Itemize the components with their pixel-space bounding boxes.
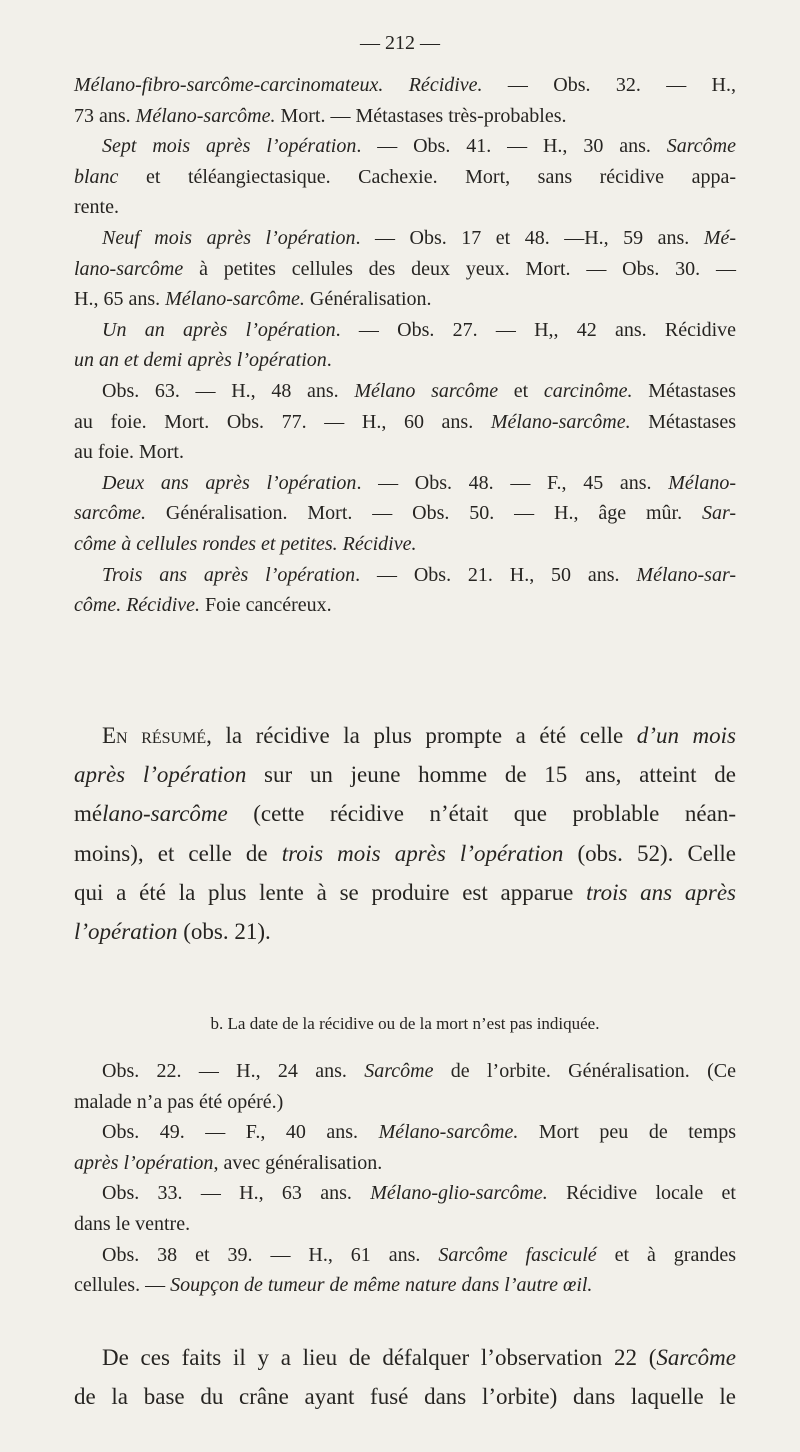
text-line: sarcôme. Généralisation. Mort. — Obs. 50. — H., âge mûr. Sar- — [74, 502, 736, 525]
text-line: Trois ans après l’opération. — Obs. 21. H., 50 ans. Mélano-sar- — [102, 563, 736, 586]
text-line: rente. — [74, 196, 119, 219]
text-line: mélano-sarcôme (cette récidive n’était que problable néan- — [74, 801, 736, 827]
text-line: de la base du crâne ayant fusé dans l’orbite) dans laquelle le — [74, 1384, 736, 1410]
text-line: cellules. — Soupçon de tumeur de même nature dans l’autre œil. — [74, 1274, 593, 1297]
text-line: qui a été la plus lente à se produire est apparue trois ans après — [74, 879, 736, 905]
entry-neuf-mois — [74, 223, 736, 315]
text-line: Deux ans après l’opération. — Obs. 48. — F., 45 ans. Mélano- — [102, 471, 736, 494]
entry-sept-mois — [74, 131, 736, 223]
entries-list — [74, 70, 736, 621]
entry-obs-63 — [74, 376, 736, 468]
page-number: — 212 — — [360, 32, 440, 54]
text-line: l’opération (obs. 21). — [74, 919, 271, 945]
text-line: au foie. Mort. Obs. 77. — H., 60 ans. Mélano-sarcôme. Métastases — [74, 410, 736, 433]
text-line-content: la récidive la plus prompte a été celle d’un mois — [225, 723, 736, 748]
text-line: Neuf mois après l’opération. — Obs. 17 et 48. —H., 59 ans. Mé- — [102, 226, 737, 249]
text-line: côme. Récidive. Foie cancéreux. — [74, 594, 332, 617]
text-line: Obs. 49. — F., 40 ans. Mélano-sarcôme. Mort peu de temps — [102, 1121, 736, 1144]
text-line: côme à cellules rondes et petites. Récidive. — [74, 532, 417, 555]
text-line: lano-sarcôme à petites cellules des deux yeux. Mort. — Obs. 30. — — [74, 257, 736, 280]
entries-b-list — [74, 1056, 736, 1301]
text-line: H., 65 ans. Mélano-sarcôme. Généralisation. — [74, 288, 432, 311]
text-line: Mélano-fibro-sarcôme-carcinomateux. Récidive. — Obs. 32. — H., — [74, 74, 737, 96]
text-line: Obs. 22. — H., 24 ans. Sarcôme de l’orbite. Généralisation. (Ce — [102, 1060, 736, 1082]
text-line: Sept mois après l’opération. — Obs. 41. — H., 30 ans. Sarcôme — [102, 135, 736, 158]
summary-lead: En résumé, — [102, 723, 212, 748]
text-line: après l’opération sur un jeune homme de 15 ans, atteint de — [74, 762, 736, 788]
text-line: un an et demi après l’opération. — [74, 349, 332, 372]
entry-recidive — [74, 70, 736, 131]
conclusion-paragraph — [74, 1338, 736, 1416]
text-line: au foie. Mort. — [74, 441, 184, 464]
text-line: blanc et téléangiectasique. Cachexie. Mort, sans récidive appa- — [74, 165, 736, 188]
text-line: dans le ventre. — [74, 1212, 191, 1235]
text-line: 73 ans. Mélano-sarcôme. Mort. — Métastases très-probables. — [74, 104, 567, 127]
note-b-text: b. La date de la récidive ou de la mort n’est pas indiquée. — [210, 1014, 600, 1033]
text-line: Un an après l’opération. — Obs. 27. — H,, 42 ans. Récidive — [102, 318, 737, 341]
text-line: malade n’a pas été opéré.) — [74, 1090, 284, 1113]
text-line: Obs. 63. — H., 48 ans. Mélano sarcôme et carcinôme. Métastases — [102, 379, 736, 402]
text-line: De ces faits il y a lieu de défalquer l’observation 22 (Sarcôme — [102, 1345, 736, 1370]
text-line: Obs. 33. — H., 63 ans. Mélano-glio-sarcôme. Récidive locale et — [102, 1182, 736, 1205]
section-note-b — [74, 1014, 736, 1034]
text-line: Obs. 38 et 39. — H., 61 ans. Sarcôme fasciculé et à grandes — [102, 1243, 736, 1266]
entry-deux-ans — [74, 468, 736, 560]
text-line — [74, 716, 736, 755]
entry-trois-ans — [74, 560, 736, 621]
entry-un-an — [74, 315, 736, 376]
text-line: moins), et celle de trois mois après l’opération (obs. 52). Celle — [74, 840, 736, 866]
entry-obs-33 — [74, 1178, 736, 1239]
entry-obs-38-39 — [74, 1240, 736, 1301]
entry-obs-22 — [74, 1056, 736, 1117]
text-line: après l’opération, avec généralisation. — [74, 1151, 383, 1174]
summary-paragraph — [74, 716, 736, 951]
entry-obs-49 — [74, 1117, 736, 1178]
